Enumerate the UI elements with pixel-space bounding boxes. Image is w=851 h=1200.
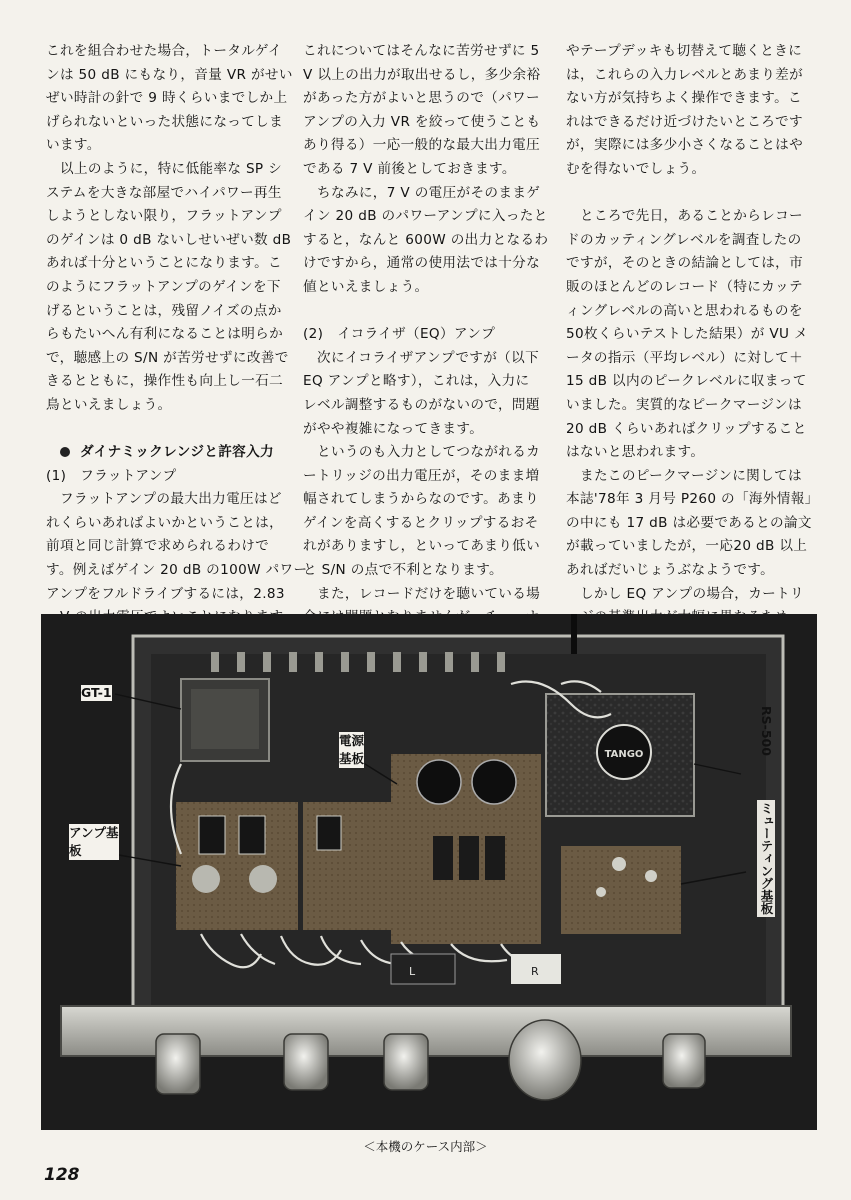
section-heading — [46, 441, 286, 465]
text-line: ートリッジの出力電圧が，そのまま増 — [303, 467, 540, 484]
text-line: らもたいへん有利になることは明らか — [46, 326, 284, 343]
ch-l-label: L — [409, 965, 416, 978]
text-line: のゲインは 0 dB ないしせいぜい数 dB — [46, 231, 292, 248]
text-line: は，これらの入力レベルとあまり差が — [566, 66, 804, 83]
text-line: これを組合わせた場合，トータルゲイ — [46, 43, 282, 59]
ch-r-label: R — [531, 965, 539, 978]
bullet-icon — [60, 447, 70, 457]
text-line: けですから，通常の使用法では十分な — [303, 255, 541, 272]
text-line: がやや複雑になってきます。 — [303, 420, 484, 437]
muting-board-label: ミューティング基板 — [759, 802, 774, 915]
text-line: れはできるだけ近づけたいところです — [566, 113, 803, 130]
text-line: あれば十分ということになります。こ — [46, 255, 282, 272]
text-column-3 — [566, 40, 824, 630]
text-line: V 以上の出力が取出せるし，多少余裕 — [303, 66, 541, 83]
text-line: ゲインを高くするとクリップするおそ — [303, 514, 539, 531]
text-line: 鳥といえましょう。 — [46, 396, 172, 413]
text-line: と S/N の点で不利となります。 — [303, 562, 504, 579]
text-line: 値といえましょう。 — [303, 278, 429, 295]
text-line: 次にイコライザアンプですが（以下 — [317, 349, 540, 366]
text-line: しようとしない限り，フラットアンプ — [46, 208, 282, 225]
text-line: すると，なんと 600W の出力となるわ — [303, 231, 549, 248]
photo-caption: ＜本機のケース内部＞ — [363, 1139, 488, 1154]
section-heading-text: ダイナミックレンジと許容入力 — [80, 444, 274, 461]
photo-illustration — [41, 614, 817, 1130]
text-line: また，レコードだけを聴いている場 — [317, 585, 541, 602]
text-line: ですが，そのときの結論としては，市 — [566, 255, 804, 272]
text-line: むを得ないでしょう。 — [566, 160, 706, 177]
paragraph-gap — [303, 300, 555, 324]
text-line: はないと思われます。 — [566, 444, 705, 461]
gt1-label: GT-1 — [81, 685, 112, 700]
text-line: 以上のように，特に低能率な SP シ — [60, 160, 283, 177]
text-line: 50枚くらいテストした結果）が VU メ — [566, 326, 808, 343]
text-line: 15 dB 以内のピークレベルに収まって — [566, 373, 807, 390]
text-line: のようにフラットアンプのゲインを下 — [46, 278, 281, 295]
text-line: フラットアンプの最大出力電圧はど — [60, 491, 282, 508]
text-line: れくらいあればよいかということは， — [46, 514, 284, 531]
text-line: ドのカッティングレベルを調査したの — [566, 231, 802, 248]
text-line: ンは 50 dB にもなり，音量 VR がせい — [46, 66, 293, 83]
text-line: 20 dB くらいあればクリップすること — [566, 420, 807, 437]
text-line: である 7 V 前後としておきます。 — [303, 160, 516, 177]
text-line: やテープデッキも切替えて聴くときに — [566, 43, 803, 59]
power-board-label: 電源 基板 — [339, 733, 365, 766]
text-line: ぜい時計の針で 9 時くらいまでしか上 — [46, 90, 288, 107]
text-line: これについてはそんなに苦労せずに 5 — [303, 43, 540, 59]
text-line: あればだいじょうぶなようです。 — [566, 562, 775, 579]
text-line: で，聴感上の S/N が苦労せずに改善で — [46, 349, 289, 366]
text-line: イン 20 dB のパワーアンプに入ったと — [303, 208, 548, 225]
text-line: 販のほとんどのレコード（特にカッテ — [566, 278, 803, 295]
page-number: 128 — [44, 1165, 80, 1185]
text-line: きるとともに，操作性も向上し一石二 — [46, 373, 284, 390]
text-line: レベル調整するものがないので，問題 — [303, 396, 540, 413]
text-line: の中にも 17 dB は必要であるとの論文 — [566, 514, 812, 531]
text-line: ない方が気持ちよく操作できます。こ — [566, 90, 802, 107]
amplifier-interior-photo — [41, 614, 817, 1130]
text-line: 前項と同じ計算で求められるわけで — [46, 538, 270, 555]
text-line: が載っていましたが，一応20 dB 以上 — [566, 538, 808, 555]
text-line: ところで先日，あることからレコー — [580, 208, 803, 225]
text-line: またこのピークマージンに関しては — [580, 467, 802, 484]
text-line: というのも入力としてつながれるカ — [317, 444, 541, 461]
text-line: ータの指示（平均レベル）に対して＋ — [566, 349, 804, 366]
subsection-heading: (1) フラットアンプ — [46, 467, 177, 484]
text-line: げられないといった状態になってしま — [46, 113, 284, 130]
text-line: げるということは，残留ノイズの点か — [46, 302, 282, 319]
text-line: があった方がよいと思うので（パワー — [303, 90, 540, 107]
subsection-heading: (2) イコライザ（EQ）アンプ — [303, 326, 496, 343]
text-line: いました。実質的なピークマージンは — [566, 396, 802, 413]
text-line: ステムを大きな部屋でハイパワー再生 — [46, 184, 282, 201]
text-column-2 — [303, 40, 555, 630]
tango-badge: TANGO — [604, 749, 644, 760]
text-line: しかし EQ アンプの場合，カートリ — [580, 585, 804, 602]
text-line: 幅されてしまうからなのです。あまり — [303, 491, 539, 508]
text-line: います。 — [46, 137, 101, 154]
paragraph-gap — [46, 418, 286, 442]
paragraph-gap — [566, 182, 824, 206]
text-column-1 — [46, 40, 308, 630]
text-line: あり得る）一応一般的な最大出力電圧 — [303, 137, 541, 154]
rs500-label: RS-500 — [759, 706, 774, 756]
amp-board-label: アンプ基 板 — [69, 825, 119, 858]
text-line: が，実際には多少小さくなることはや — [566, 137, 804, 154]
text-line: 本誌'78年 3 月号 P260 の「海外情報」 — [566, 491, 819, 508]
text-line: れがありますし，といってあまり低い — [303, 538, 541, 555]
text-line: EQ アンプと略す），これは，入力に — [303, 373, 530, 390]
text-line: ちなみに，7 V の電圧がそのままゲ — [317, 184, 541, 201]
text-line: アンプをフルドライブするには，2.83 — [46, 585, 285, 602]
text-line: す。例えばゲイン 20 dB の100W パワー — [46, 562, 308, 579]
text-line: ィングレベルの高いと思われるものを — [566, 302, 803, 319]
text-line: アンプの入力 VR を絞って使うことも — [303, 113, 541, 130]
